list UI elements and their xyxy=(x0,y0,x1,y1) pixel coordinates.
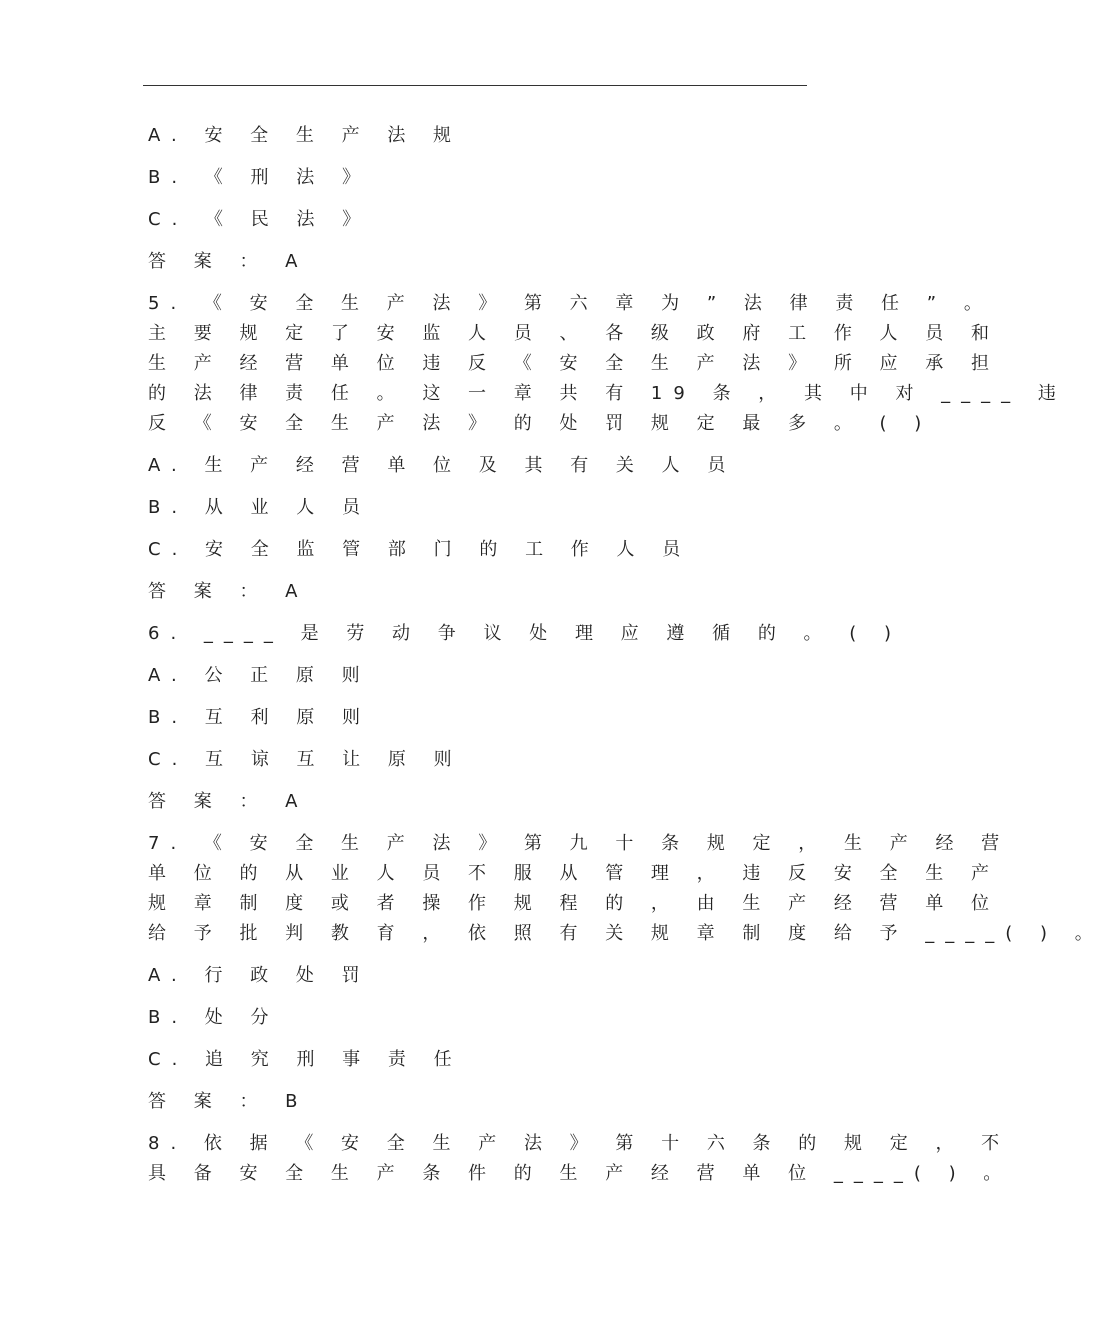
q7-answer: 答 案 ： B xyxy=(148,1091,309,1112)
q4-option-b: B. 《 刑 法 》 xyxy=(148,167,371,188)
q4-answer: 答 案 ： A xyxy=(148,251,309,272)
document-body xyxy=(148,121,1104,1201)
q4-option-a: A. 安 全 生 产 法 规 xyxy=(148,125,463,146)
q4-option-c: C. 《 民 法 》 xyxy=(148,209,372,230)
q7-option-c: C. 追 究 刑 事 责 任 xyxy=(148,1049,463,1070)
q6-question: 6. ____ 是 劳 动 争 议 处 理 应 遵 循 的 。 ( ) xyxy=(148,623,903,644)
header-rule xyxy=(143,85,807,86)
q5-question-line: 主 要 规 定 了 安 监 人 员 、 各 级 政 府 工 作 人 员 和 xyxy=(148,323,1000,344)
q6-option-c: C. 互 谅 互 让 原 则 xyxy=(148,749,463,770)
q7-option-a: A. 行 政 处 罚 xyxy=(148,965,371,986)
q8-question-line: 具 备 安 全 生 产 条 件 的 生 产 经 营 单 位 ____( ) 。 xyxy=(148,1163,1013,1184)
q5-option-c: C. 安 全 监 管 部 门 的 工 作 人 员 xyxy=(148,539,692,560)
q8-question xyxy=(148,1129,1013,1189)
q5-question-line: 生 产 经 营 单 位 违 反 《 安 全 生 产 法 》 所 应 承 担 xyxy=(148,353,1000,374)
q6-option-a: A. 公 正 原 则 xyxy=(148,665,371,686)
q5-question-line: 反 《 安 全 生 产 法 》 的 处 罚 规 定 最 多 。 ( ) xyxy=(148,413,933,434)
q5-option-a: A. 生 产 经 营 单 位 及 其 有 关 人 员 xyxy=(148,455,737,476)
q7-question-line: 规 章 制 度 或 者 操 作 规 程 的 ， 由 生 产 经 营 单 位 xyxy=(148,893,1000,914)
q7-question-line: 单 位 的 从 业 人 员 不 服 从 管 理 ， 违 反 安 全 生 产 xyxy=(148,863,1000,884)
q5-answer: 答 案 ： A xyxy=(148,581,309,602)
q7-option-b: B. 处 分 xyxy=(148,1007,280,1028)
q5-question xyxy=(148,289,1067,439)
q6-answer: 答 案 ： A xyxy=(148,791,309,812)
q8-question-line: 8. 依 据 《 安 全 生 产 法 》 第 十 六 条 的 规 定 ， 不 xyxy=(148,1133,1011,1154)
q7-question xyxy=(148,829,1104,949)
q5-question-line: 的 法 律 责 任 。 这 一 章 共 有 19 条 ， 其 中 对 ____ 违 xyxy=(148,383,1067,404)
q5-question-line: 5. 《 安 全 生 产 法 》 第 六 章 为 ” 法 律 责 任 ” 。 xyxy=(148,293,993,314)
q5-option-b: B. 从 业 人 员 xyxy=(148,497,371,518)
q7-question-line: 给 予 批 判 教 育 ， 依 照 有 关 规 章 制 度 给 予 ____( ) 。 xyxy=(148,923,1104,944)
q7-question-line: 7. 《 安 全 生 产 法 》 第 九 十 条 规 定 ， 生 产 经 营 xyxy=(148,833,1011,854)
q6-option-b: B. 互 利 原 则 xyxy=(148,707,371,728)
